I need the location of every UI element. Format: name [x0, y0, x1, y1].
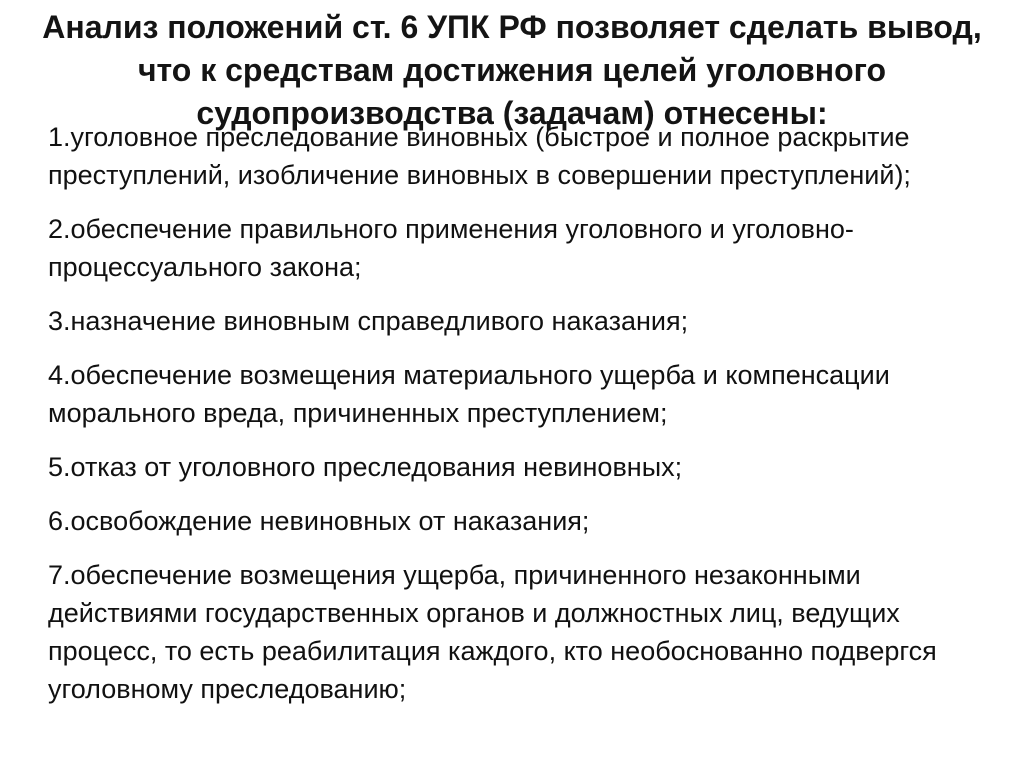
list-item: 4.обеспечение возмещения материального ущерба и компенсации морального вреда, причиненных преступлением;	[48, 360, 890, 428]
list-item: 2.обеспечение правильного применения уголовного и уголовно-процессуального закона;	[48, 214, 854, 282]
list-item: 3.назначение виновным справедливого наказания;	[48, 306, 689, 336]
slide-title: Анализ положений ст. 6 УПК РФ позволяет сделать вывод, что к средствам достижения целей уголовного судопроизводства (задачам) отнесены:	[42, 9, 982, 131]
list-item: 1.уголовное преследование виновных (быстрое и полное раскрытие преступлений, изобличение виновных в совершении преступлений);	[48, 122, 911, 190]
list-item: 6.освобождение невиновных от наказания;	[48, 506, 590, 536]
list-item: 7.обеспечение возмещения ущерба, причиненного незаконными действиями государственных органов и должностных лиц, ведущих процесс, то есть реабилитация каждого, кто необоснованно подвергся уголовному преследованию;	[48, 560, 937, 704]
task-list	[48, 118, 998, 724]
list-item: 5.отказ от уголовного преследования невиновных;	[48, 452, 683, 482]
